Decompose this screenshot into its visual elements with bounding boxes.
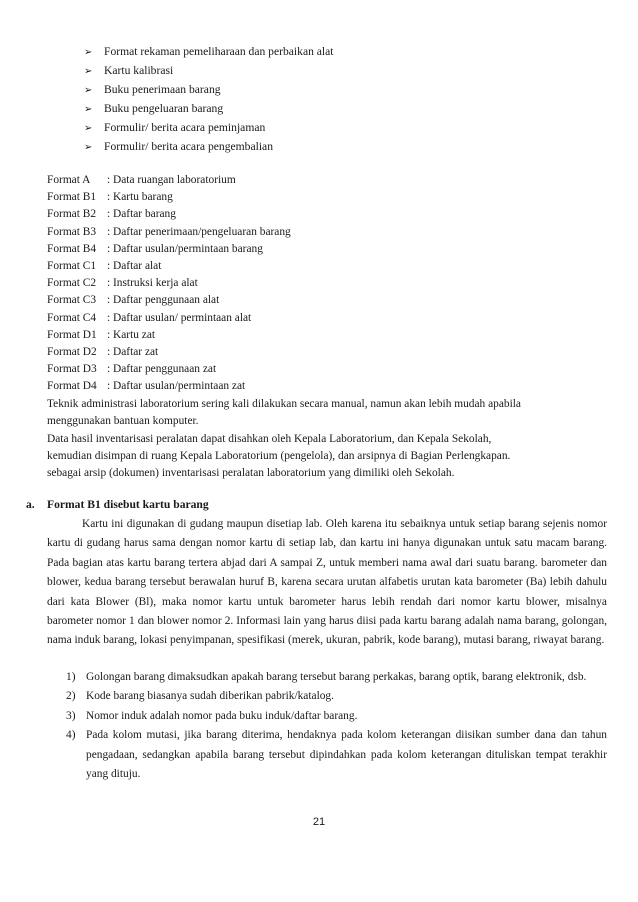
list-item: ➢ Format rekaman pemeliharaan dan perbaikan alat xyxy=(84,42,334,61)
list-item: ➢ Buku penerimaan barang xyxy=(84,80,334,99)
arrow-bullet-icon: ➢ xyxy=(84,104,93,115)
section-heading: a. Format B1 disebut kartu barang xyxy=(26,498,209,511)
section-body: Kartu ini digunakan di gudang maupun disetiap lab. Oleh karena itu sebaiknya untuk setiap barang sejenis nomor kartu di gudang harus sama dengan nomor kartu di setiap lab, dan kartu ini hanya digunakan untuk satu macam barang. Pada bagian atas kartu barang tertera abjad dari A sampai Z, untuk memberi nama awal dari suatu barang. barometer dan blower, kedua barang tersebut berawalan huruf B, karena secara urutan alfabetis urutan kata barometer (Ba) lebih dahulu dari kata Blower (Bl), maka nomor kartu untuk barometer harus lebih rendah dari nomor kartu blower, misalnya barometer nomor 1 dan blower nomor 2. Informasi lain yang harus diisi pada kartu barang adalah nama barang, golongan, nama induk barang, lokasi penyimpanan, spesifikasi (merek, ukuran, pabrik, kode barang), mutasi barang, riwayat barang. xyxy=(47,518,607,647)
format-row: Format B3 : Daftar penerimaan/pengeluaran barang xyxy=(47,225,291,238)
paragraph-admin-technique: Teknik administrasi laboratorium sering kali dilakukan secara manual, namun akan lebih mudah apabila menggunakan bantuan komputer. xyxy=(47,398,521,428)
format-row: Format D1 : Kartu zat xyxy=(47,328,156,341)
arrow-bullet-icon: ➢ xyxy=(84,123,93,134)
list-item: ➢ Formulir/ berita acara peminjaman xyxy=(84,118,334,137)
format-code-list xyxy=(47,172,291,395)
list-item: 1) Golongan barang dimaksudkan apakah barang tersebut barang perkakas, barang optik, barang elektronik, dsb. xyxy=(66,671,587,683)
page-number: 21 xyxy=(312,816,326,828)
format-row: Format B1 : Kartu barang xyxy=(47,191,173,204)
list-item: 2) Kode barang biasanya sudah diberikan pabrik/katalog. xyxy=(66,690,334,703)
format-row: Format C2 : Instruksi kerja alat xyxy=(47,277,198,290)
format-row: Format A : Data ruangan laboratorium xyxy=(47,174,236,186)
list-item: ➢ Buku pengeluaran barang xyxy=(84,99,334,118)
arrow-bullet-icon: ➢ xyxy=(84,85,93,96)
format-row: Format C4 : Daftar usulan/ permintaan alat xyxy=(47,311,252,324)
arrow-bullet-icon: ➢ xyxy=(84,142,93,153)
format-row: Format B2 : Daftar barang xyxy=(47,208,176,221)
arrow-bullet-icon: ➢ xyxy=(84,47,93,58)
arrow-bullet-icon: ➢ xyxy=(84,66,93,77)
paragraph-inventory-data: Data hasil inventarisasi peralatan dapat disahkan oleh Kepala Laboratorium, dan Kepala Sekolah, kemudian disimpan di ruang Kepala Laboratorium (pengelola), dan arsipnya di Bagian Perlengkapan. sebagai arsip (dokumen) inventarisasi peralatan laboratorium yang dimiliki oleh Sekolah. xyxy=(47,433,511,480)
format-row: Format D4 : Daftar usulan/permintaan zat xyxy=(47,380,246,393)
list-item: 4) Pada kolom mutasi, jika barang diterima, hendaknya pada kolom keterangan diisikan sumber dana dan tahun pengadaan, sedangkan apabila barang tersebut dipindahkan pada kolom keterangan dituliskan tempat terakhir yang dituju. xyxy=(66,729,607,781)
numbered-list xyxy=(66,668,607,784)
format-row: Format C3 : Daftar penggunaan alat xyxy=(47,294,220,307)
list-item: ➢ Kartu kalibrasi xyxy=(84,61,334,80)
format-row: Format B4 : Daftar usulan/permintaan barang xyxy=(47,242,263,255)
format-row: Format D2 : Daftar zat xyxy=(47,345,159,358)
format-row: Format C1 : Daftar alat xyxy=(47,259,162,272)
list-item: 3) Nomor induk adalah nomor pada buku induk/daftar barang. xyxy=(66,709,358,722)
document-bullet-list xyxy=(84,42,334,156)
list-item: ➢ Formulir/ berita acara pengembalian xyxy=(84,137,334,156)
format-row: Format D3 : Daftar penggunaan zat xyxy=(47,363,217,376)
